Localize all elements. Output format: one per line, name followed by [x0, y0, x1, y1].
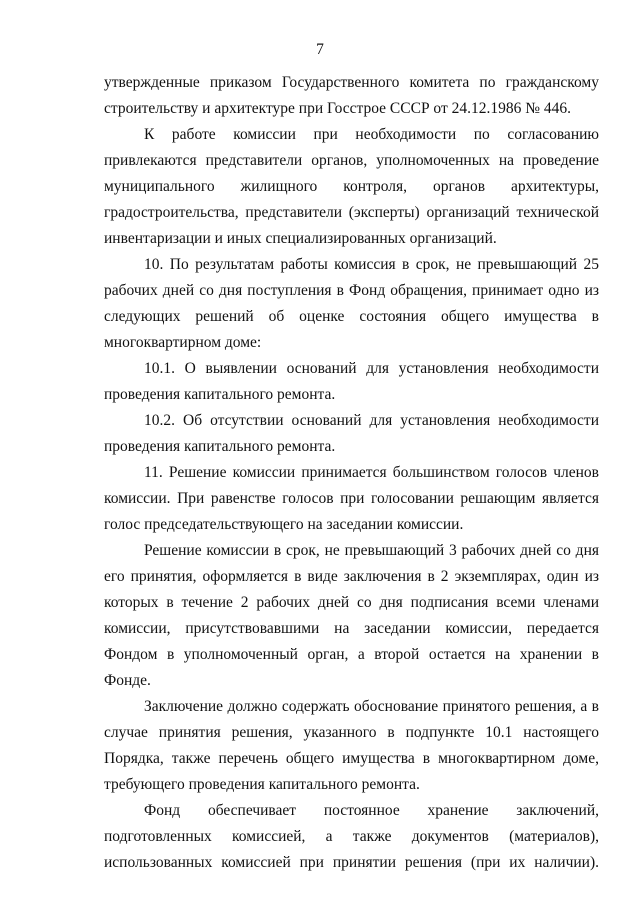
document-body: [104, 70, 599, 876]
paragraph-item-10-2: 10.2. Об отсутствии оснований для установления необходимости проведения капитального ремонта.: [104, 412, 599, 455]
paragraph-item-11: 11. Решение комиссии принимается большинством голосов членов комиссии. При равенстве голосов при голосовании решающим является голос председательствующего на заседании комиссии.: [104, 464, 599, 533]
paragraph-approval-reference: утвержденные приказом Государственного комитета по гражданскому строительству и архитектуре при Госстрое СССР от 24.12.1986 № 446.: [104, 74, 599, 117]
page-number: 7: [316, 41, 324, 58]
paragraph-item-10-1: 10.1. О выявлении оснований для установления необходимости проведения капитального ремонта.: [104, 360, 599, 403]
paragraph-fund-storage: Фонд обеспечивает постоянное хранение заключений, подготовленных комиссией, а также документов (материалов), использованных комиссией при принятии решения (при их наличии).: [104, 802, 599, 871]
paragraph-item-10: 10. По результатам работы комиссия в срок, не превышающий 25 рабочих дней со дня поступления в Фонд обращения, принимает одно из следующих решений об оценке состояния общего имущества в многоквартирном доме:: [104, 256, 599, 351]
paragraph-decision-registration: Решение комиссии в срок, не превышающий 3 рабочих дней со дня его принятия, оформляется в виде заключения в 2 экземплярах, один из которых в течение 2 рабочих дней со дня подписания всеми членами комиссии, присутствовавшими на заседании комиссии, передается Фондом в уполномоченный орган, а второй остается на хранении в Фонде.: [104, 542, 599, 689]
paragraph-conclusion-content: Заключение должно содержать обоснование принятого решения, а в случае принятия решения, указанного в подпункте 10.1 настоящего Порядка, также перечень общего имущества в многоквартирном доме, требующего проведения капитального ремонта.: [104, 698, 599, 793]
paragraph-commission-participants: К работе комиссии при необходимости по согласованию привлекаются представители органов, уполномоченных на проведение муниципального жилищного контроля, органов архитектуры, градостроительства, представители (эксперты) организаций технической инвентаризации и иных специализированных организаций.: [104, 126, 599, 247]
